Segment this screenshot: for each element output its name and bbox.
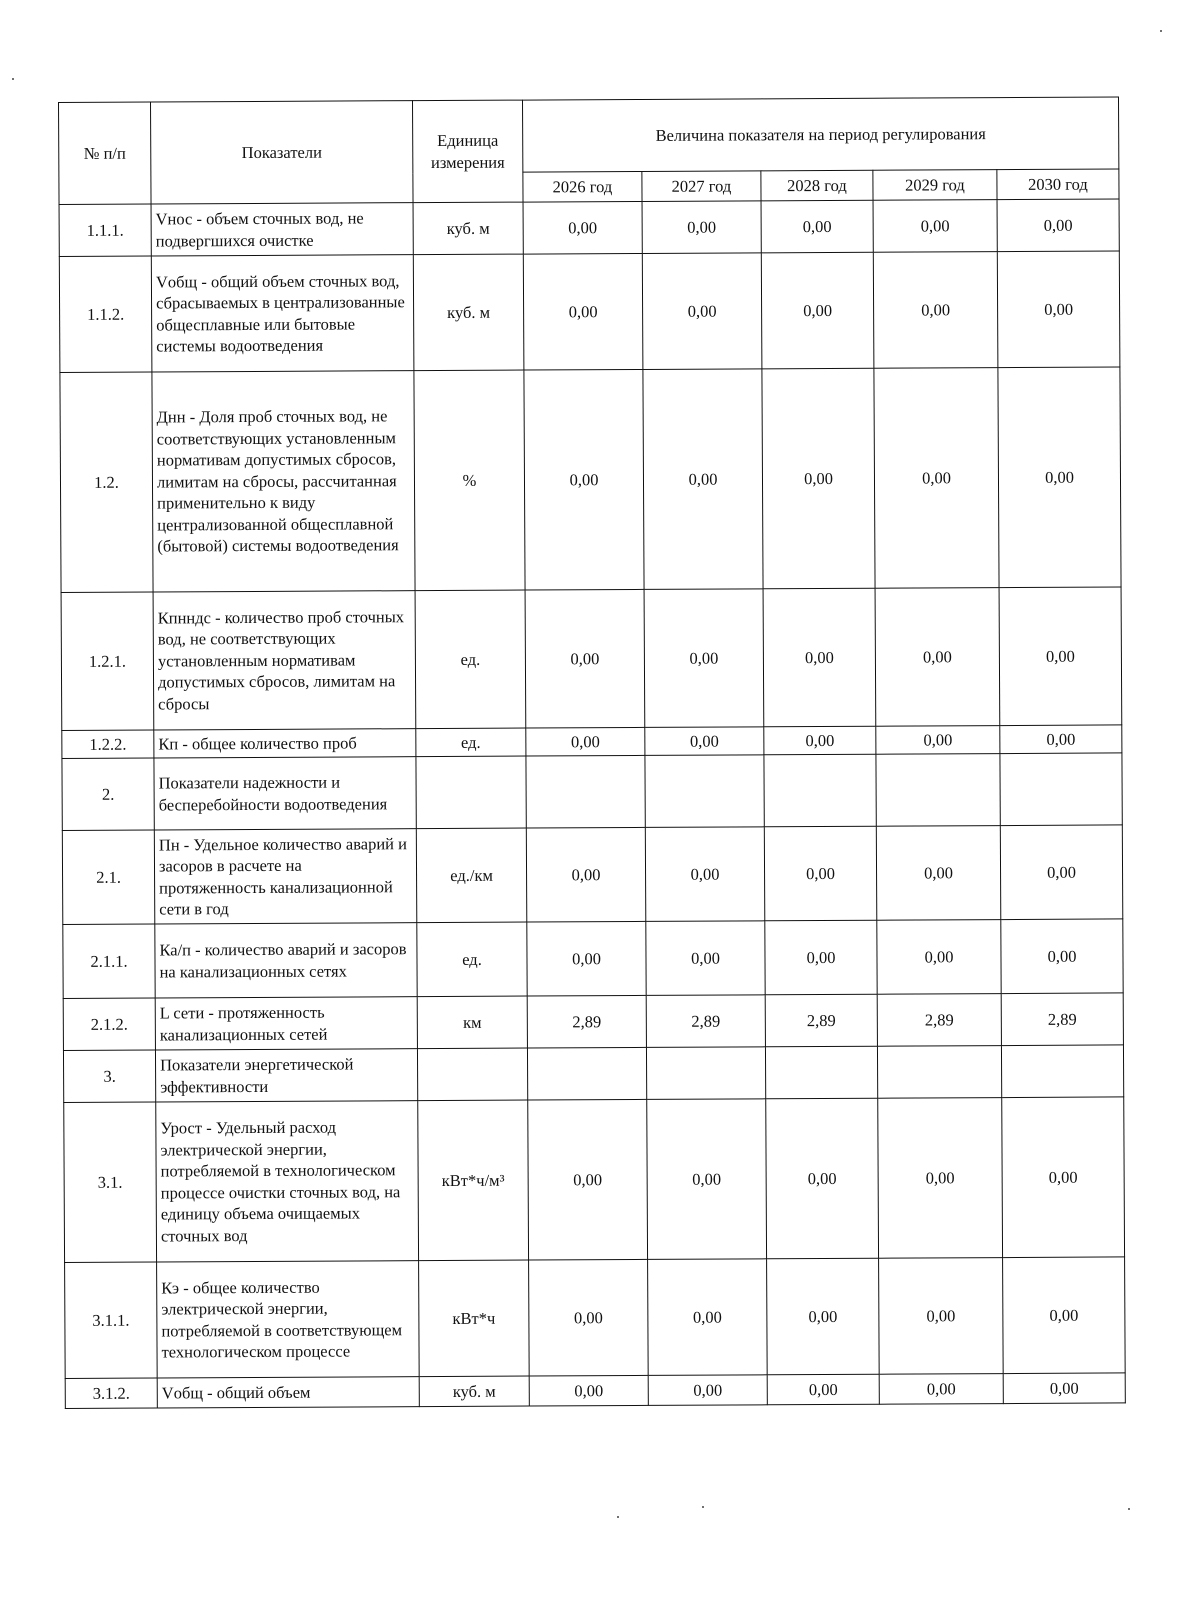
row-value: 0,00 — [523, 201, 642, 254]
col-header-value: Величина показателя на период регулирования — [522, 97, 1118, 172]
row-value — [877, 1046, 1001, 1099]
row-value — [527, 1047, 646, 1100]
row-value: 0,00 — [1000, 825, 1123, 920]
row-value: 0,00 — [997, 251, 1120, 368]
row-value: 0,00 — [523, 253, 643, 370]
row-value: 0,00 — [873, 200, 997, 253]
row-value: 0,00 — [762, 368, 875, 589]
row-value: 2,89 — [527, 995, 646, 1048]
row-unit: ед. — [416, 728, 526, 757]
row-value: 0,00 — [1000, 725, 1122, 754]
table-row — [62, 825, 1123, 925]
table-header — [59, 97, 1120, 205]
row-value: 0,00 — [528, 1099, 648, 1260]
row-unit: км — [417, 996, 527, 1049]
row-indicator: Урост - Удельный расход электрической энергии, потребляемой в технологическом процессе очистки сточных вод, на единицу объема очищаемых сточных вод — [156, 1101, 419, 1262]
row-value: 0,00 — [646, 921, 765, 996]
row-number: 3.1.1. — [65, 1262, 158, 1378]
row-value: 0,00 — [648, 1259, 768, 1376]
row-value: 0,00 — [526, 827, 645, 922]
row-value — [1001, 1045, 1123, 1098]
row-unit: ед. — [415, 590, 526, 729]
section-row — [63, 1045, 1123, 1103]
section-row — [62, 753, 1122, 831]
table-row — [65, 1257, 1126, 1379]
row-number: 3.1. — [64, 1102, 157, 1262]
row-unit: куб. м — [413, 202, 523, 255]
table-row — [59, 199, 1119, 257]
row-indicator: Vобщ - общий объем — [157, 1377, 419, 1408]
row-unit — [417, 1048, 527, 1101]
table-body — [59, 199, 1125, 1409]
row-value — [526, 755, 645, 828]
row-value: 0,00 — [878, 1098, 1003, 1259]
table-row — [61, 587, 1122, 731]
row-value: 0,00 — [873, 252, 998, 369]
scan-speck — [702, 1506, 704, 1508]
row-number: 2.1.2. — [63, 998, 155, 1050]
table-row — [64, 1097, 1125, 1263]
row-number: 2.1.1. — [63, 924, 155, 998]
row-value: 0,00 — [765, 920, 877, 995]
row-value: 0,00 — [875, 588, 1000, 727]
row-value: 0,00 — [645, 727, 764, 756]
section-title: Показатели энергетической эффективности — [155, 1049, 417, 1102]
row-unit: % — [414, 370, 525, 591]
row-value: 0,00 — [879, 1258, 1004, 1375]
col-header-indicator: Показатели — [151, 101, 414, 204]
scan-speck — [12, 78, 14, 80]
row-value: 0,00 — [1003, 1257, 1126, 1374]
row-value: 0,00 — [643, 369, 763, 590]
row-value: 2,89 — [877, 994, 1001, 1047]
indicators-table — [58, 96, 1126, 1409]
row-indicator: Кэ - общее количество электрической энергии, потребляемой в соответствующем технологическом процессе — [157, 1261, 420, 1378]
row-value: 0,00 — [525, 589, 645, 728]
row-value: 0,00 — [876, 826, 1000, 921]
row-unit: ед./км — [416, 828, 526, 923]
row-value: 0,00 — [767, 1258, 880, 1375]
row-indicator: Vобщ - общий объем сточных вод, сбрасываемых в централизованные общесплавные или бытовые системы водоотведения — [151, 255, 414, 372]
row-value: 0,00 — [764, 726, 876, 755]
row-unit: кВт*ч — [419, 1260, 530, 1377]
col-header-year: 2027 год — [642, 171, 761, 202]
section-title: Показатели надежности и бесперебойности водоотведения — [154, 757, 416, 830]
scan-speck — [1128, 1508, 1130, 1510]
row-value: 0,00 — [879, 1374, 1003, 1405]
row-indicator: Кп - общее количество проб — [154, 729, 416, 758]
row-value — [645, 755, 764, 828]
row-value — [646, 1047, 765, 1100]
row-value: 0,00 — [874, 368, 999, 589]
col-header-year: 2028 год — [761, 170, 873, 201]
row-indicator: Vнос - объем сточных вод, не подвергшихся очистке — [151, 203, 413, 256]
row-number: 2. — [62, 758, 154, 830]
row-value: 0,00 — [648, 1375, 767, 1406]
row-number: 1.2.1. — [61, 592, 154, 730]
table-row — [63, 919, 1123, 999]
row-value: 0,00 — [647, 1099, 767, 1260]
row-value: 0,00 — [764, 826, 876, 921]
row-value: 0,00 — [527, 921, 646, 996]
row-value: 0,00 — [877, 920, 1001, 995]
row-value: 0,00 — [529, 1259, 649, 1376]
table-row — [59, 251, 1120, 373]
row-value: 2,89 — [646, 995, 765, 1048]
row-value: 0,00 — [999, 587, 1122, 726]
row-value: 0,00 — [642, 253, 762, 370]
row-value: 2,89 — [1001, 993, 1123, 1046]
row-number: 1.1.1. — [59, 204, 151, 256]
row-value: 0,00 — [761, 252, 874, 369]
row-value: 0,00 — [644, 589, 764, 728]
row-number: 2.1. — [62, 830, 154, 924]
col-header-year: 2029 год — [873, 170, 997, 201]
row-value: 0,00 — [763, 588, 876, 727]
row-number: 3. — [63, 1050, 155, 1102]
row-value: 0,00 — [642, 201, 761, 254]
row-value: 0,00 — [1002, 1097, 1125, 1258]
scan-speck — [1160, 30, 1162, 32]
row-unit — [416, 756, 526, 829]
row-value: 0,00 — [761, 200, 873, 253]
row-value: 0,00 — [1003, 1373, 1125, 1404]
row-number: 1.2.2. — [62, 730, 154, 758]
row-value: 0,00 — [997, 199, 1119, 252]
row-indicator: Ка/п - количество аварий и засоров на канализационных сетях — [155, 923, 417, 998]
row-value — [1000, 753, 1122, 826]
row-value: 0,00 — [1001, 919, 1123, 994]
row-indicator: L сети - протяженность канализационных сетей — [155, 997, 417, 1050]
row-unit: кВт*ч/м³ — [418, 1100, 529, 1261]
row-value — [764, 754, 876, 827]
row-number: 1.2. — [60, 372, 153, 592]
row-indicator: Днн - Доля проб сточных вод, не соответствующих установленным нормативам допустимых сбросов, лимитам на сбросы, рассчитанная применительно к виду централизованной общесплавной (бытовой) системы водоотведения — [152, 371, 415, 592]
row-value — [876, 754, 1000, 827]
row-value: 0,00 — [876, 726, 1000, 755]
table-row — [63, 993, 1123, 1051]
row-number: 3.1.2. — [65, 1378, 157, 1408]
row-unit: куб. м — [413, 254, 524, 371]
row-value: 0,00 — [524, 369, 644, 590]
row-indicator: Кпнндс - количество проб сточных вод, не соответствующих установленным нормативам допустимых сбросов, лимитам на сбросы — [153, 591, 416, 730]
table-row — [65, 1373, 1125, 1409]
row-value: 0,00 — [529, 1375, 648, 1406]
col-header-unit: Единица измерения — [412, 100, 523, 203]
row-value: 0,00 — [767, 1374, 879, 1405]
row-value: 2,89 — [765, 994, 877, 1047]
col-header-year: 2030 год — [997, 169, 1119, 200]
scan-speck — [617, 1516, 619, 1518]
row-unit: куб. м — [419, 1376, 529, 1407]
row-value — [765, 1046, 877, 1099]
table-row — [60, 367, 1121, 593]
row-value: 0,00 — [526, 727, 645, 756]
row-value: 0,00 — [645, 827, 764, 922]
row-value: 0,00 — [998, 367, 1121, 588]
col-header-number: № п/п — [59, 102, 152, 204]
row-number: 1.1.2. — [59, 256, 152, 372]
row-indicator: Пн - Удельное количество аварий и засоров в расчете на протяженность канализационной сети в год — [154, 829, 416, 924]
row-value: 0,00 — [766, 1098, 879, 1259]
col-header-year: 2026 год — [523, 171, 642, 202]
row-unit: ед. — [417, 922, 527, 997]
